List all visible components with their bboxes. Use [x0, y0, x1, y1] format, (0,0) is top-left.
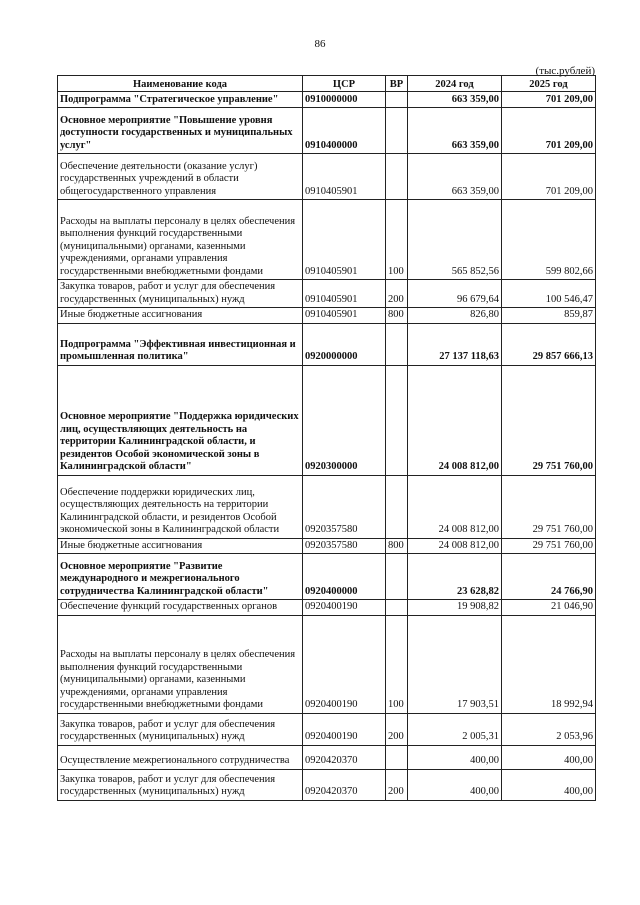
row-value-2025: 2 053,96 — [502, 713, 596, 745]
row-value-2024: 663 359,00 — [408, 108, 502, 154]
row-value-2024: 24 008 812,00 — [408, 475, 502, 538]
row-value-2024: 565 852,56 — [408, 200, 502, 280]
row-value-2025: 29 857 666,13 — [502, 323, 596, 365]
row-value-2024: 400,00 — [408, 769, 502, 800]
row-code: 0920357580 — [303, 538, 386, 554]
row-value-2025: 701 209,00 — [502, 154, 596, 200]
row-value-2024: 663 359,00 — [408, 154, 502, 200]
row-vr: 100 — [386, 200, 408, 280]
row-name: Закупка товаров, работ и услуг для обеспечения государственных (муниципальных) нужд — [58, 280, 303, 308]
header-2024: 2024 год — [408, 76, 502, 92]
row-value-2025: 100 546,47 — [502, 280, 596, 308]
row-vr: 200 — [386, 280, 408, 308]
table-row — [58, 323, 596, 365]
row-value-2024: 96 679,64 — [408, 280, 502, 308]
table-row — [58, 615, 596, 713]
row-value-2024: 826,80 — [408, 308, 502, 324]
row-code: 0910405901 — [303, 154, 386, 200]
row-vr — [386, 108, 408, 154]
row-name: Иные бюджетные ассигнования — [58, 538, 303, 554]
table-row — [58, 92, 596, 108]
row-value-2025: 859,87 — [502, 308, 596, 324]
row-name: Основное мероприятие "Повышение уровня доступности государственных и муниципальных услуг" — [58, 108, 303, 154]
row-vr — [386, 475, 408, 538]
row-code: 0920400190 — [303, 615, 386, 713]
row-name: Закупка товаров, работ и услуг для обеспечения государственных (муниципальных) нужд — [58, 769, 303, 800]
row-value-2025: 701 209,00 — [502, 108, 596, 154]
row-vr: 800 — [386, 538, 408, 554]
row-vr: 100 — [386, 615, 408, 713]
row-code: 0920400190 — [303, 600, 386, 616]
row-vr — [386, 554, 408, 600]
row-value-2024: 23 628,82 — [408, 554, 502, 600]
row-name: Обеспечение деятельности (оказание услуг) государственных учреждений в области общегосударственного управления — [58, 154, 303, 200]
row-name: Подпрограмма "Стратегическое управление" — [58, 92, 303, 108]
row-vr — [386, 92, 408, 108]
row-name: Иные бюджетные ассигнования — [58, 308, 303, 324]
table-row — [58, 713, 596, 745]
row-value-2024: 400,00 — [408, 745, 502, 769]
table-row — [58, 600, 596, 616]
row-name: Основное мероприятие "Развитие международного и межрегионального сотрудничества Калининградской области" — [58, 554, 303, 600]
row-name: Расходы на выплаты персоналу в целях обеспечения выполнения функций государственными (муниципальными) органами, казенными учреждениями, органами управления государственными внебюджетными фондами — [58, 615, 303, 713]
row-code: 0910000000 — [303, 92, 386, 108]
row-value-2024: 17 903,51 — [408, 615, 502, 713]
row-name: Осуществление межрегионального сотрудничества — [58, 745, 303, 769]
row-value-2024: 24 008 812,00 — [408, 365, 502, 475]
table-row — [58, 538, 596, 554]
row-value-2025: 701 209,00 — [502, 92, 596, 108]
row-value-2025: 18 992,94 — [502, 615, 596, 713]
row-value-2025: 400,00 — [502, 745, 596, 769]
table-row — [58, 308, 596, 324]
row-value-2024: 24 008 812,00 — [408, 538, 502, 554]
row-name: Закупка товаров, работ и услуг для обеспечения государственных (муниципальных) нужд — [58, 713, 303, 745]
budget-table — [57, 75, 596, 801]
row-name: Обеспечение функций государственных органов — [58, 600, 303, 616]
table-header-row — [58, 76, 596, 92]
row-code: 0920420370 — [303, 745, 386, 769]
header-name: Наименование кода — [58, 76, 303, 92]
row-vr — [386, 745, 408, 769]
table-row — [58, 475, 596, 538]
row-vr: 800 — [386, 308, 408, 324]
units-label: (тыс.рублей) — [535, 65, 595, 77]
row-value-2024: 19 908,82 — [408, 600, 502, 616]
row-code: 0910405901 — [303, 308, 386, 324]
row-code: 0920400190 — [303, 713, 386, 745]
table-row — [58, 769, 596, 800]
row-code: 0910405901 — [303, 200, 386, 280]
row-vr: 200 — [386, 769, 408, 800]
row-code: 0920000000 — [303, 323, 386, 365]
table-body — [58, 92, 596, 801]
row-name: Обеспечение поддержки юридических лиц, осуществляющих деятельность на территории Калининградской области, и резидентов Особой экономической зоны в Калининградской области — [58, 475, 303, 538]
table-row — [58, 108, 596, 154]
row-code: 0920357580 — [303, 475, 386, 538]
table-row — [58, 280, 596, 308]
row-value-2025: 21 046,90 — [502, 600, 596, 616]
table-row — [58, 154, 596, 200]
row-vr — [386, 154, 408, 200]
row-name: Подпрограмма "Эффективная инвестиционная и промышленная политика" — [58, 323, 303, 365]
row-code: 0910405901 — [303, 280, 386, 308]
row-name: Основное мероприятие "Поддержка юридических лиц, осуществляющих деятельность на территории Калининградской области, и резидентов Особой экономической зоны в Калининградской области" — [58, 365, 303, 475]
row-code: 0920420370 — [303, 769, 386, 800]
row-value-2025: 24 766,90 — [502, 554, 596, 600]
row-value-2025: 400,00 — [502, 769, 596, 800]
row-value-2025: 599 802,66 — [502, 200, 596, 280]
table-row — [58, 365, 596, 475]
row-code: 0920400000 — [303, 554, 386, 600]
row-code: 0910400000 — [303, 108, 386, 154]
row-value-2024: 663 359,00 — [408, 92, 502, 108]
row-vr: 200 — [386, 713, 408, 745]
header-2025: 2025 год — [502, 76, 596, 92]
table-row — [58, 200, 596, 280]
header-vr: ВР — [386, 76, 408, 92]
row-value-2024: 27 137 118,63 — [408, 323, 502, 365]
row-value-2025: 29 751 760,00 — [502, 475, 596, 538]
row-value-2025: 29 751 760,00 — [502, 365, 596, 475]
row-value-2024: 2 005,31 — [408, 713, 502, 745]
row-vr — [386, 323, 408, 365]
row-code: 0920300000 — [303, 365, 386, 475]
header-code: ЦСР — [303, 76, 386, 92]
row-value-2025: 29 751 760,00 — [502, 538, 596, 554]
row-vr — [386, 365, 408, 475]
page-number: 86 — [314, 38, 326, 50]
row-vr — [386, 600, 408, 616]
row-name: Расходы на выплаты персоналу в целях обеспечения выполнения функций государственными (муниципальными) органами, казенными учреждениями, органами управления государственными внебюджетными фондами — [58, 200, 303, 280]
table-row — [58, 745, 596, 769]
table-row — [58, 554, 596, 600]
